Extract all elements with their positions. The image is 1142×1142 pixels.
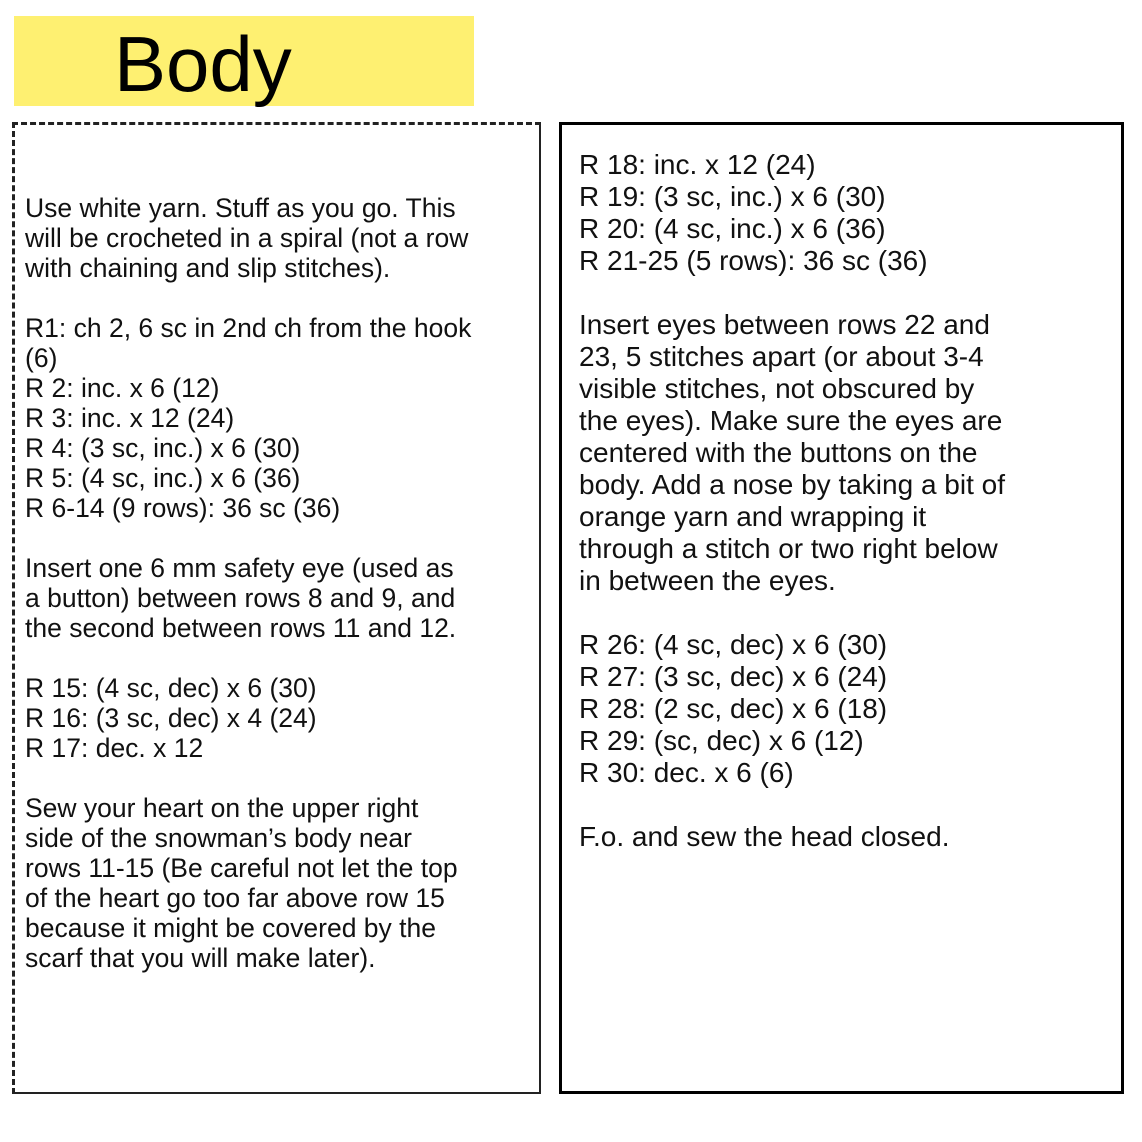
rows-15-17-text: R 15: (4 sc, dec) x 6 (30) R 16: (3 sc, dec) x 4 (24) R 17: dec. x 12 xyxy=(25,673,317,763)
right-instructions-panel xyxy=(559,122,1124,1094)
spacer xyxy=(25,523,529,553)
spacer xyxy=(579,277,1107,309)
title-banner xyxy=(14,16,474,106)
rows-1-14-text: R1: ch 2, 6 sc in 2nd ch from the hook (6) R 2: inc. x 6 (12) R 3: inc. x 12 (24) R 4: (3 sc, inc.) x 6 (30) R 5: (4 sc, inc.) x 6 (36) R 6-14 (9 rows): 36 sc (36) xyxy=(25,313,472,523)
spacer xyxy=(25,283,529,313)
eyes-note: Insert eyes between rows 22 and 23, 5 stitches apart (or about 3-4 visible stitches, not obscured by the eyes). Make sure the eyes are centered with the buttons on the body. Add a nose by taking a bit of orange yarn and wrapping it through a stitch or two right below in between the eyes. xyxy=(579,309,1006,596)
spacer xyxy=(25,643,529,673)
safety-eye-note: Insert one 6 mm safety eye (used as a button) between rows 8 and 9, and the second between rows 11 and 12. xyxy=(25,553,457,643)
rows-18-25-text: R 18: inc. x 12 (24) R 19: (3 sc, inc.) x 6 (30) R 20: (4 sc, inc.) x 6 (36) R 21-25 (5 rows): 36 sc (36) xyxy=(579,149,928,276)
spacer xyxy=(579,789,1107,821)
rows-26-30-text: R 26: (4 sc, dec) x 6 (30) R 27: (3 sc, dec) x 6 (24) R 28: (2 sc, dec) x 6 (18) R 29: (sc, dec) x 6 (12) R 30: dec. x 6 (6) xyxy=(579,629,888,788)
left-instructions-panel xyxy=(12,122,541,1094)
spacer xyxy=(579,597,1107,629)
finish-text: F.o. and sew the head closed. xyxy=(579,821,950,852)
heart-note: Sew your heart on the upper right side of the snowman’s body near rows 11-15 (Be careful not let the top of the heart go too far above row 15 because it might be covered by the scarf that you will make later). xyxy=(25,793,458,973)
spacer xyxy=(25,763,529,793)
page-title: Body xyxy=(114,20,292,108)
intro-text: Use white yarn. Stuff as you go. This will be crocheted in a spiral (not a row with chaining and slip stitches). xyxy=(25,193,469,283)
